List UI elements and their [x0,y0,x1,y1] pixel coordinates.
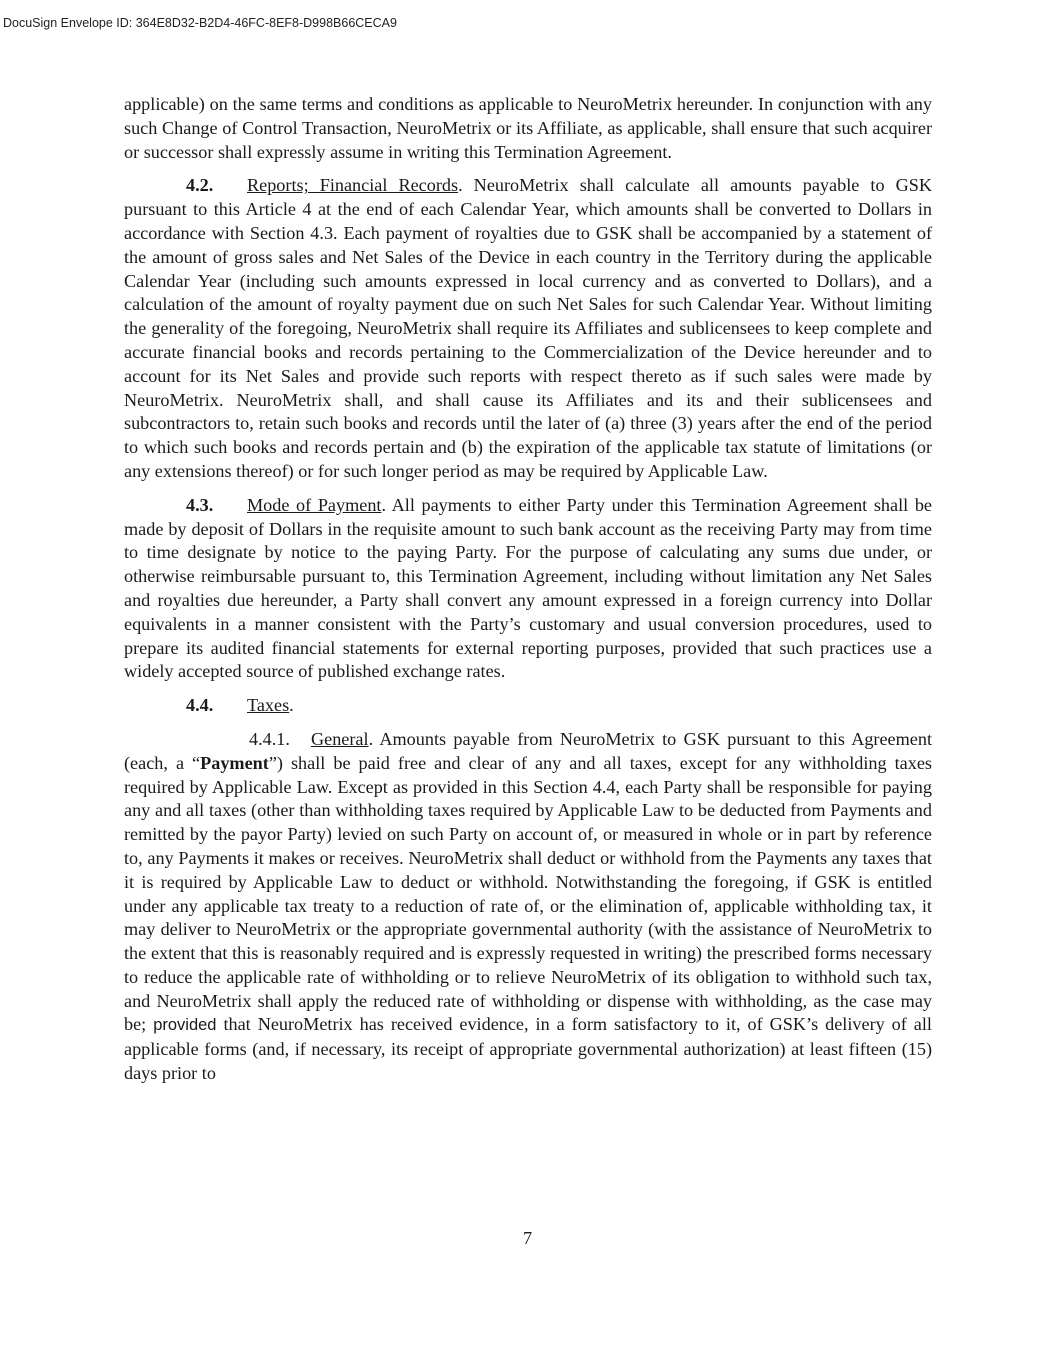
section-title: Taxes [247,695,290,716]
section-4-3 [124,494,932,684]
document-body [124,93,932,1096]
intro-paragraph: applicable) on the same terms and conditions as applicable to NeuroMetrix hereunder. In conjunction with any such Change of Control Transaction, NeuroMetrix or its Affiliate, as applicable, shall ensure that such acquirer or successor shall expressly assume in writing this Termination Agreement. [124,94,932,162]
subsection-title: General [311,728,369,749]
section-body: . All payments to either Party under this Termination Agreement shall be made by deposit of Dollars in the requisite amount to such bank account as the receiving Party may from time to time designate by notice to the paying Party. For the purpose of calculating any sums due under, or otherwise reimbursable pursuant to, this Termination Agreement, including without limitation any Net Sales and royalties due hereunder, a Party shall convert any amount expressed in a foreign currency into Dollar equivalents in a manner consistent with the Party’s customary and usual conversion procedures, used to prepare its audited financial statements for external reporting purposes, provided that such practices use a widely accepted source of published exchange rates. [124,494,932,682]
subsection-body-b: ”) shall be paid free and clear of any and all taxes, except for any withholding taxes required by Applicable Law. Except as provided in this Section 4.4, each Party shall be responsible for paying any and all taxes (other than withholding taxes required by Applicable Law to be deducted from Payments and remitted by the payor Party) levied on such Party on account of, or measured in whole or in part by reference to, any Payments it makes or receives. NeuroMetrix shall deduct or withhold from the Payments any taxes that it is required by Applicable Law to deduct or withhold. Notwithstanding the foregoing, if GSK is entitled under any applicable tax treaty to a reduction of rate of, or the elimination of, applicable withholding tax, it may deliver to NeuroMetrix or the appropriate governmental authority (with the assistance of NeuroMetrix to the extent that this is reasonably required and is expressly requested in writing) the prescribed forms necessary to reduce the applicable rate of withholding or to relieve NeuroMetrix of its obligation to withhold such tax, and NeuroMetrix shall apply the reduced rate of withholding or dispense with withholding, as the case may be; [124,752,933,1035]
section-4-4-1 [124,728,932,1086]
page-number: 7 [522,1228,533,1248]
section-number: 4.2. [186,175,214,196]
provided-term: provided [153,1016,217,1035]
subsection-number: 4.4.1. [249,728,290,749]
subsection-body-c: that NeuroMetrix has received evidence, in a form satisfactory to it, of GSK’s delivery of all applicable forms (and, if necessary, its receipt of appropriate governmental authorization) at least fifteen (15) days prior to [124,1014,932,1084]
section-4-4 [124,694,932,718]
section-title: Mode of Payment [247,494,382,515]
section-body: . NeuroMetrix shall calculate all amounts payable to GSK pursuant to this Article 4 at the end of each Calendar Year, which amounts shall be converted to Dollars in accordance with Section 4.3. Each payment of royalties due to GSK shall be accompanied by a statement of the amount of gross sales and Net Sales of the Device in each country in the Territory during the applicable Calendar Year (including such amounts expressed in local currency and as converted to Dollars), and a calculation of the amount of royalty payment due on such Net Sales for such Calendar Year. Without limiting the generality of the foregoing, NeuroMetrix shall require its Affiliates and sublicensees to keep complete and accurate financial books and records pertaining to the Commercialization of the Device hereunder and to account for its Net Sales and provide such reports with respect thereto as if such sales were made by NeuroMetrix. NeuroMetrix shall, and shall cause its Affiliates and its and their sublicensees and subcontractors to, retain such books and records until the later of (a) three (3) years after the end of the period to which such books and records pertain and (b) the expiration of the applicable tax statute of limitations (or any extensions thereof) or for such longer period as may be required by Applicable Law. [124,175,932,481]
section-4-2 [124,174,932,483]
envelope-id: DocuSign Envelope ID: 364E8D32-B2D4-46FC-8EF8-D998B66CECA9 [3,16,397,30]
defined-term: Payment [200,752,269,773]
section-title-end: . [289,695,294,716]
section-title: Reports; Financial Records [247,175,459,196]
section-number: 4.3. [186,494,214,515]
subsection-body-a: . Amounts payable from NeuroMetrix to GSK pursuant to this Agreement (each, a “ [124,728,932,773]
section-number: 4.4. [186,695,214,716]
